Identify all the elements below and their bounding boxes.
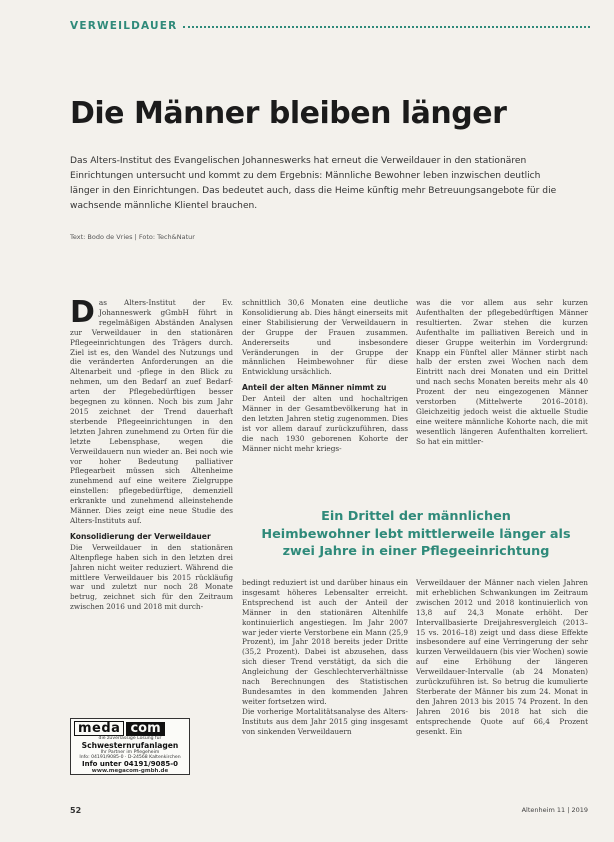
advertisement[interactable] xyxy=(70,718,190,775)
ad-logo xyxy=(74,721,189,736)
pull-quote xyxy=(244,508,588,561)
column-3-top xyxy=(416,298,588,498)
ad-logo-right: com xyxy=(126,722,164,736)
body-paragraph-2: schnittlich 30,6 Monaten eine deutliche Konsolidierung ab. Dies hängt einerseits mit einer Stabilisierung der Verweildauern in der Gruppe der Frauen zusammen. Andererseits und insbesondere Veränderungen in der Gruppe der männlichen Heimbewohner für diese Entwicklung ursächlich. xyxy=(242,298,408,377)
subheading-konsolidierung: Konsolidierung der Verweildauer xyxy=(70,531,211,541)
article-headline: Die Männer bleiben länger xyxy=(70,96,507,131)
pull-quote-line: Heimbewohner lebt mittlerweile länger als xyxy=(261,526,571,542)
ad-phone: Info unter 04191/9085-0 xyxy=(82,760,178,768)
column-2-top xyxy=(242,298,408,498)
subheading-anteil: Anteil der alten Männer nimmt zu xyxy=(242,383,387,393)
intro-paragraph: as Alters-Institut der Ev. Johanneswerk gGmbH führt in regelmäßigen Abständen Analysen zur Verweildauer in den stationären Pflegeeinrichtungen des Trägers durch. Ziel ist es, den Wandel des Nutzungs und die veränderten Anforderungen an die Altenarbeit und -pflege in den Blick zu nehmen, um den Bedarf an zuef Bedarf- arten der Pflegebedürftigen besser begegnen zu können. Noch bis zum Jahr 2015 zeichnet der Trend dauerhaft sterbende Pflegeeinrichtungen in den letzten Jahren zunehmend zu Orten für die letzte Lebensphase, wegen die Verweildauern nun wieder an. Bei noch wie vor hoher Bedeutung palliativer Pflegearbeit müssen sich Altenheime zunehmend auf eine weitere Zielgruppe einstellen: pflegebedürftige, demenziell erkrankte und zunehmend alleinstehende Männer. Dies zeigt eine neue Studie des Alters-Instituts auf. xyxy=(70,298,233,525)
ad-website: www.megacom-gmbh.de xyxy=(91,768,169,774)
article-teaser: Das Alters-Institut des Evangelischen Johanneswerks hat erneut die Verweildauer in den stationären Einrichtungen untersucht und kommt zu dem Ergebnis: Männliche Bewohner leben inzwischen deutlich länger in den Einrichtungen. Das bedeutet auch, dass die Heime künftig mehr Betreuungsangebote für die wachsende männliche Klientel brauchen. xyxy=(70,156,557,211)
ad-subline: Ihr Partner im Pflegeheim xyxy=(100,750,160,755)
ad-address: Info: 04191/9085-0 · D-24568 Kaltenkirchen xyxy=(79,755,181,760)
pull-quote-line: zwei Jahre in einer Pflegeeinrichtung xyxy=(282,544,550,559)
pull-quote-line: Ein Drittel der männlichen xyxy=(321,509,511,524)
ad-headline: Schwesternrufanlagen xyxy=(81,741,179,750)
issue-label: Altenheim 11 | 2019 xyxy=(521,806,588,814)
body-paragraph-6: Verweildauer der Männer nach vielen Jahren mit erheblichen Schwankungen im Zeitraum zwischen 2012 und 2018 kontinuierlich von 13,8 auf 24,3 Monate erhöht. Der Intervallbasierte Dreijahresvergleich (2013–15 vs. 2016–18) zeigt und dass diese Effekte insbesondere auf eine Verringerung der sehr kurzen Verweildauern (bis vier Wochen) sowie auf eine Erhöhung der längeren Verweildauer-Intervalle (ab 24 Monaten) zurückzuführen ist. So betrug die kumulierte Sterberate der Männer bis zum 24. Monat in den Jahren 2013 bis 2015 74 Prozent. In den Jahren 2016 bis 2018 hat sich die entsprechende Quote auf 66,4 Prozent gesenkt. Ein xyxy=(416,578,588,736)
section-header xyxy=(70,16,590,36)
page-number: 52 xyxy=(70,806,82,815)
column-1 xyxy=(70,298,233,718)
article-byline: Text: Bodo de Vries | Foto: Tech&Natur xyxy=(70,233,195,241)
section-label: VERWEILDAUER xyxy=(70,20,178,32)
column-2-bottom xyxy=(242,578,408,793)
body-paragraph-5: bedingt reduziert ist und darüber hinaus ein insgesamt höheres Lebensalter erreicht. Entsprechend ist auch der Anteil der Männer in den stationären Altenhilfe kontinuierlich angestiegen. Im Jahr 2007 war jeder vierte Verstorbene ein Mann (25,9 Prozent), im Jahr 2018 bereits jeder Dritte (35,2 Prozent). Dabei ist abzusehen, dass sich dieser Trend verstätigt, da sich die Angleichung der Geschlechterverhältnisse nach Berechnungen des Statistischen Bundesamtes in den kommenden Jahren weiter fortsetzen wird. Die vorherige Mortalitätsanalyse des Alters-Instituts aus dem Jahr 2015 ging insgesamt von sinkenden Verweildauern xyxy=(242,578,408,736)
body-paragraph-3: Der Anteil der alten und hochaltrigen Männer in der Gesamtbevölkerung hat in den letzten Jahren stetig zugenommen. Dies ist vor allem darauf zurückzuführen, dass die nach 1930 geborenen Kohorte der Männer nicht mehr kriegs- xyxy=(242,394,408,453)
section-dotted-rule xyxy=(183,26,590,28)
ad-logo-left: meda xyxy=(74,721,124,736)
drop-cap: D xyxy=(70,298,95,330)
column-3-bottom xyxy=(416,578,588,793)
body-paragraph-1: Die Verweildauer in den stationären Altenpflege haben sich in den letzten drei Jahren nicht weiter reduziert. Während die mittlere Verweildauer bis 2015 rückläufig war und zuletzt nur noch 28 Monate betrug, zeichnet sich für den Zeitraum zwischen 2016 und 2018 mit durch- xyxy=(70,542,233,612)
body-paragraph-4: was die vor allem aus sehr kurzen Aufenthalten der pflegebedürftigen Männer resultierten. Zwar stehen die kurzen Aufenthalte im palliativen Bereich und in dieser Gruppe weiterhin im Vordergrund: Knapp ein Fünftel aller Männer stirbt nach halb der ersten zwei Wochen nach dem Eintritt nach drei Monaten und ein Drittel und nach sechs Monaten bereits mehr als 40 Prozent der neu eingezogenen Männer verstorben (Mittelwerte 2016–2018). Gleichzeitig jedoch weist die aktuelle Studie eine weitere männliche Kohorte nach, die mit wesentlich längeren Aufenthalten korreliert. So hat ein mittler- xyxy=(416,298,588,446)
ad-tagline: die zuverlässige Lösung für xyxy=(98,736,162,741)
